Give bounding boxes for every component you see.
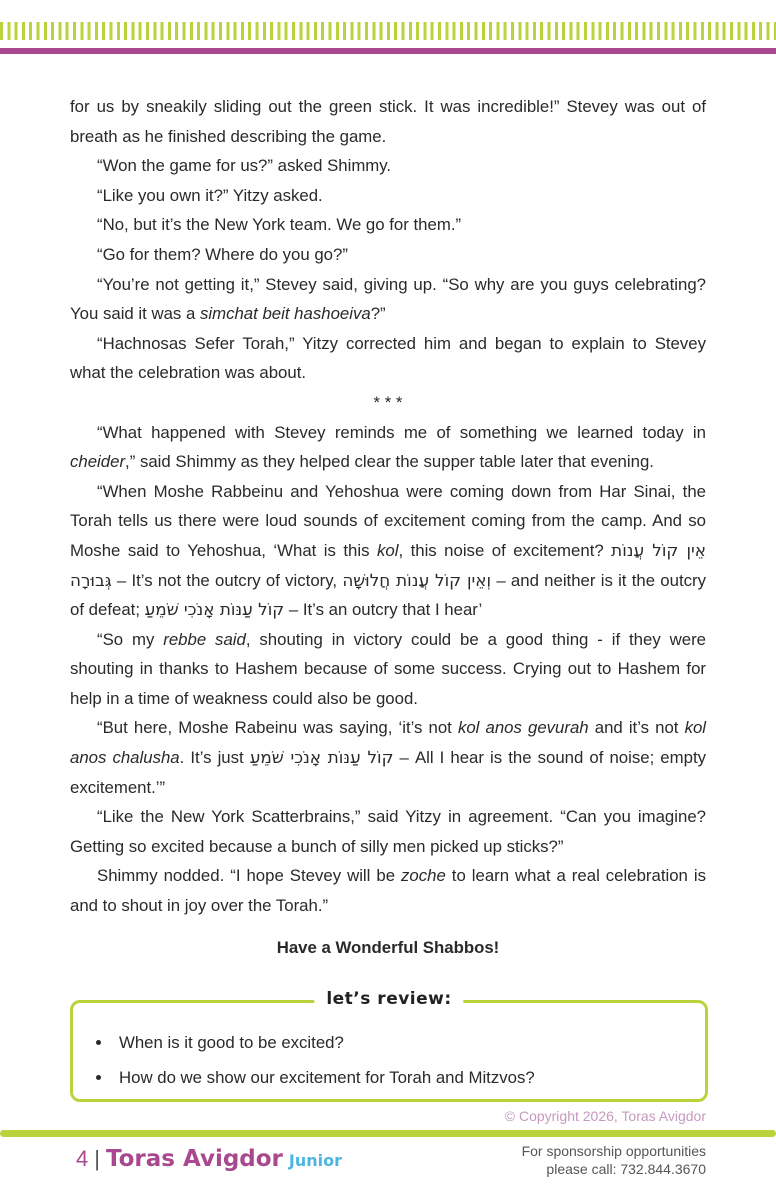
text-run: “So my [97, 629, 164, 649]
italic-term: simchat beit hashoeiva [199, 304, 371, 324]
copyright: © Copyright 2026, Toras Avigdor [504, 1108, 706, 1124]
text-run: ,” said Shimmy as they helped clear the supper table later that evening. [125, 452, 654, 472]
paragraph [70, 329, 706, 388]
italic-term: rebbe said [163, 629, 246, 649]
section-break [70, 388, 706, 418]
text-run: “You’re not getting it,” Stevey said, giving up. “So why are you guys celebrating? You said it was a [70, 274, 706, 324]
paragraph [70, 181, 706, 211]
footer-divider [0, 1130, 776, 1137]
story-body [70, 92, 706, 962]
paragraph [70, 802, 706, 861]
text-run: to learn what a real celebration is and to shout in joy over the Torah.” [70, 866, 706, 916]
review-box [70, 989, 708, 1102]
paragraph [70, 92, 706, 151]
separator: | [94, 1146, 100, 1171]
footer-brand [76, 1146, 342, 1172]
sponsor-line: For sponsorship opportunities [521, 1143, 706, 1159]
text-run: – It’s not the outcry of victory, [111, 570, 343, 590]
brand-logo: Toras Avigdor [105, 1146, 283, 1172]
text-run: , shouting in victory could be a good thing - if they were shouting in thanks to Hashem because of some success. Crying out to Hashem for help in a time of weakness could also be good. [70, 629, 706, 708]
closing-line [70, 933, 706, 963]
paragraph [70, 270, 706, 329]
sponsor-phone: please call: 732.844.3670 [546, 1161, 706, 1177]
italic-term: kol anos chalusha [70, 718, 707, 768]
text-run: “No, but it’s the New York team. We go for them.” [97, 215, 462, 235]
review-list [73, 1025, 535, 1095]
review-item: • When is it good to be excited? [113, 1025, 535, 1060]
brand-sub: Junior [288, 1151, 343, 1170]
text-run: , this noise of excitement? [398, 540, 612, 560]
text-run: . It’s just [179, 748, 250, 768]
hebrew-quote: קוֹל עַנּוֹת אָנֹכִי שֹׁמֵעַ [249, 747, 394, 768]
paragraph [70, 418, 706, 477]
italic-term: cheider [70, 452, 126, 472]
paragraph [70, 625, 706, 714]
page-number: 4 [76, 1146, 89, 1171]
text-run: – All I hear is the sound of noise; empty excitement.’” [70, 748, 706, 797]
top-divider [0, 48, 776, 54]
review-title: let’s review: [314, 989, 463, 1009]
text-run: “Won the game for us?” asked Shimmy. [97, 156, 392, 176]
italic-term: kol anos gevurah [457, 718, 589, 738]
text-run: and it’s not [588, 718, 685, 738]
text-run: ?” [370, 304, 386, 324]
text-run: “Like the New York Scatterbrains,” said Yitzy in agreement. “Can you imagine? Getting so excited because a bunch of silly men picked up sticks?” [70, 807, 706, 856]
paragraph [70, 151, 706, 181]
text-run: for us by sneakily sliding out the green stick. It was incredible!” Stevey was out of breath as he finished describing the game. [70, 97, 706, 146]
paragraph [70, 713, 706, 802]
text-run: Shimmy nodded. “I hope Stevey will be [97, 866, 402, 886]
text-run: “Go for them? Where do you go?” [97, 244, 348, 264]
text-run: “When Moshe Rabbeinu and Yehoshua were coming down from Har Sinai, the Torah tells us there were loud sounds of excitement coming from the camp. And so Moshe said to Yehoshua, ‘What is this [70, 481, 706, 560]
hebrew-quote: אֵין קוֹל עֲנוֹת גְּבוּרָה [70, 539, 707, 590]
italic-term: zoche [401, 866, 446, 886]
text-run: * * * [373, 392, 403, 412]
paragraph [70, 210, 706, 240]
hebrew-quote: וְאֵין קוֹל עֲנוֹת חֲלוּשָׁה [342, 569, 492, 590]
paragraph [70, 240, 706, 270]
text-run: “Like you own it?” Yitzy asked. [97, 185, 323, 205]
text-run: “But here, Moshe Rabeinu was saying, ‘it’s not [97, 718, 458, 738]
sponsor-info [522, 1142, 706, 1178]
hebrew-quote: קוֹל עַנּוֹת אָנֹכִי שֹׁמֵעַ [144, 599, 285, 620]
decorative-tick-border [0, 22, 776, 40]
review-item: • How do we show our excitement for Torah and Mitzvos? [113, 1060, 535, 1095]
text-run: Have a Wonderful Shabbos! [276, 937, 500, 957]
text-run: “Hachnosas Sefer Torah,” Yitzy corrected him and began to explain to Stevey what the celebration was about. [70, 333, 706, 383]
text-run: “What happened with Stevey reminds me of something we learned today in [97, 422, 706, 442]
text-run: – and neither is it the outcry of defeat; [70, 570, 706, 620]
paragraph [70, 477, 706, 625]
italic-term: kol [376, 540, 399, 560]
paragraph [70, 861, 706, 920]
text-run: – It’s an outcry that I hear’ [284, 600, 483, 620]
